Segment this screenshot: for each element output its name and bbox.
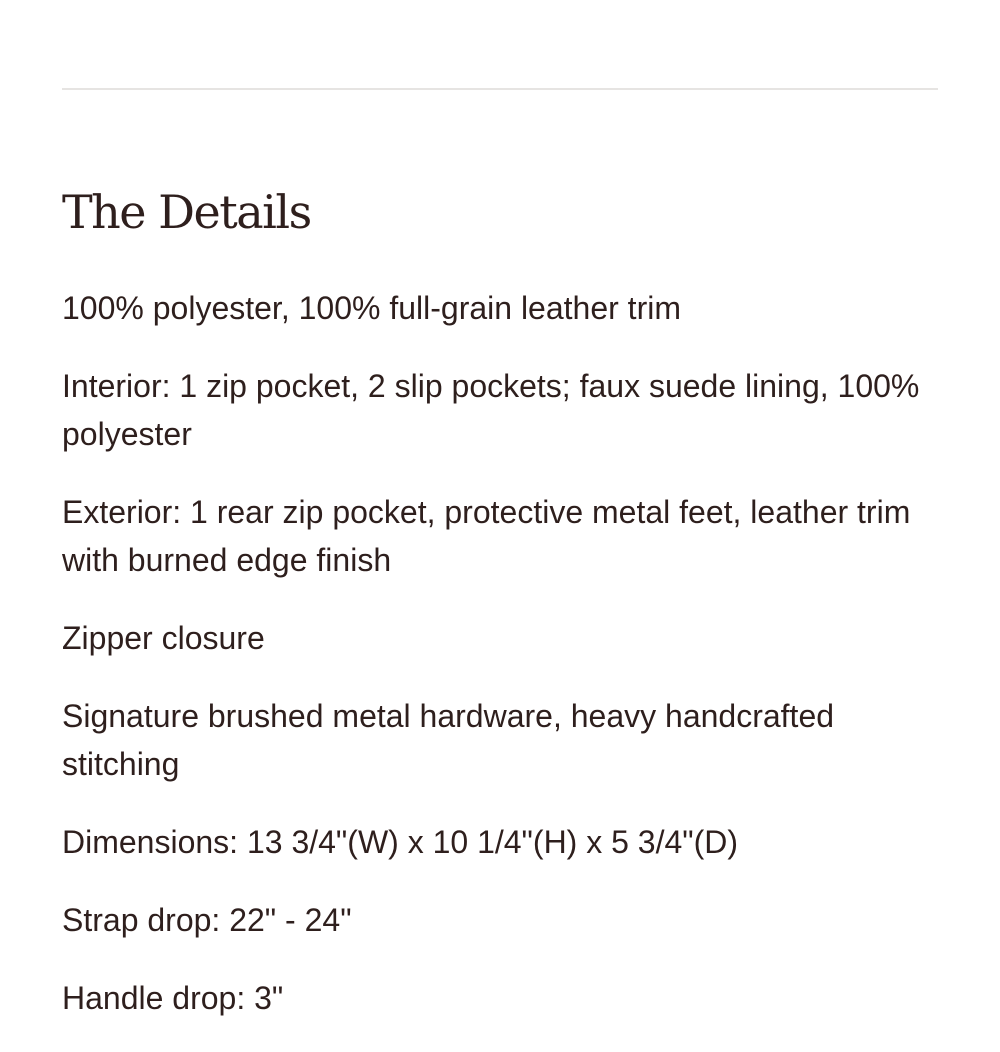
detail-item-material: 100% polyester, 100% full-grain leather trim xyxy=(62,290,681,326)
detail-item-closure: Zipper closure xyxy=(62,620,265,656)
detail-item-interior: Interior: 1 zip pocket, 2 slip pockets; faux suede lining, 100% polyester xyxy=(62,368,920,452)
detail-item-exterior: Exterior: 1 rear zip pocket, protective metal feet, leather trim with burned edge finish xyxy=(62,494,911,578)
detail-item-strap-drop: Strap drop: 22" - 24" xyxy=(62,902,352,938)
detail-item-hardware: Signature brushed metal hardware, heavy handcrafted stitching xyxy=(62,698,835,782)
section-title: The Details xyxy=(62,185,311,239)
detail-item-handle-drop: Handle drop: 3" xyxy=(62,980,284,1016)
detail-item-dimensions: Dimensions: 13 3/4"(W) x 10 1/4"(H) x 5 3/4"(D) xyxy=(62,824,739,860)
section-divider xyxy=(62,88,938,90)
details-list xyxy=(62,284,942,1052)
